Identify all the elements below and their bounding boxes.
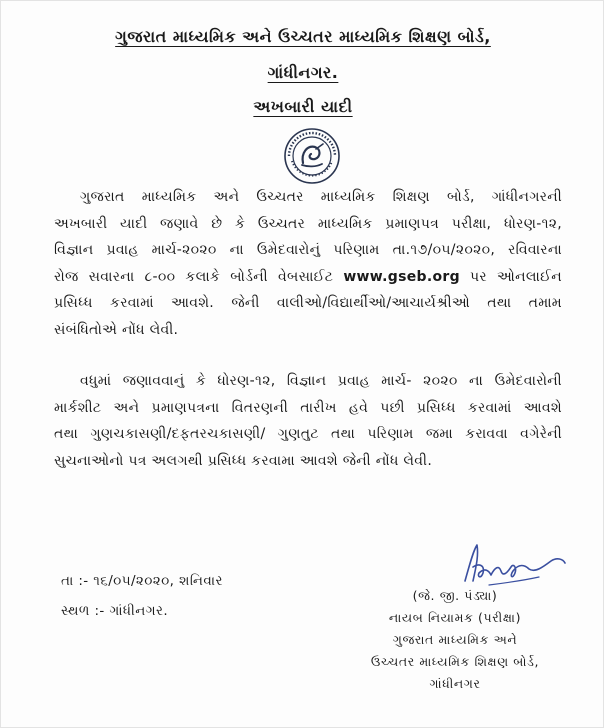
para1-line2: અખબારી યાદી જણાવે છે કે ઉચ્ચતર માધ્યમિક પ્રમાણપત્ર પરીક્ષા, ધોરણ-૧૨, <box>54 215 562 232</box>
signatory-org-line2: ઉચ્ચતર માધ્યમિક શિક્ષણ બોર્ડ, <box>370 654 540 669</box>
press-release-title: અખબારી યાદી <box>253 97 353 116</box>
place-line: સ્થળ :- ગાંધીનગર. <box>61 603 169 619</box>
website-link[interactable]: www.gseb.org <box>343 268 460 285</box>
para2-line4: સુચનાઓનો પત્ર અલગથી પ્રસિધ્ધ કરવામા આવશે જેની નોંધ લેવી. <box>54 452 433 469</box>
para1-line5: પ્રસિધ્ધ કરવામાં આવશે. જેની વાલીઓ/વિદ્યાર્થીઓ/આચાર્યશ્રીઓ તથા તમામ <box>54 295 562 311</box>
para2-line2: માર્કશીટ અને પ્રમાણપત્રના વિતરણની તારીખ હવે પછી પ્રસિધ્ધ કરવામાં આવશે <box>54 399 562 416</box>
para2-line3: તથા ગુણચકાસણી/દફતરચકાસણી/ ગુણતુટ તથા પરિણામ જમા કરાવવા વગેરેની <box>54 426 562 442</box>
para1-line1: ગુજરાત માધ્યમિક અને ઉચ્ચતર માધ્યમિક શિક્ષણ બોર્ડ, ગાંધીનગરની <box>80 189 562 205</box>
signatory-org-line1: ગુજરાત માધ્યમિક અને <box>392 632 518 647</box>
paragraph-additional-info <box>54 368 562 474</box>
handwritten-signature <box>459 537 569 591</box>
para1-line6: સંબંધિતોએ નોંધ લેવી. <box>54 321 179 338</box>
para1-line3: વિજ્ઞાન પ્રવાહ માર્ચ-૨૦૨૦ ના ઉમેદવારોનું પરિણામ તા.૧૭/૦૫/૨૦૨૦, રવિવારના <box>54 242 562 258</box>
signatory-designation: નાયબ નિયામક (પરીક્ષા) <box>388 610 522 625</box>
signatory-block <box>335 585 575 695</box>
date-line: તા :- ૧૬/૦૫/૨૦૨૦, શનિવાર <box>61 573 223 589</box>
paragraph-announcement <box>54 184 562 343</box>
para1-line4 <box>54 264 562 291</box>
board-seal-icon <box>283 127 341 185</box>
para1-line4-text: રોજ સવારના ૮-૦૦ કલાકે બોર્ડની વેબસાઈટ <box>54 268 334 285</box>
signatory-org-line3: ગાંધીનગર <box>429 676 481 691</box>
signatory-name: (જે. જી. પંડ્યા) <box>412 588 498 603</box>
para1-line4-tail: પર ઓનલાઈન <box>469 268 562 285</box>
city-heading: ગાંધીનગર. <box>267 63 339 82</box>
para2-line1: વધુમાં જણાવવાનું કે ધોરણ-૧૨, વિજ્ઞાન પ્રવાહ માર્ચ- ૨૦૨૦ ના ઉમેદવારોની <box>80 373 562 389</box>
board-name-heading: ગુજરાત માધ્યમિક અને ઉચ્ચતર માધ્યમિક શિક્ષણ બોર્ડ, <box>115 27 491 46</box>
